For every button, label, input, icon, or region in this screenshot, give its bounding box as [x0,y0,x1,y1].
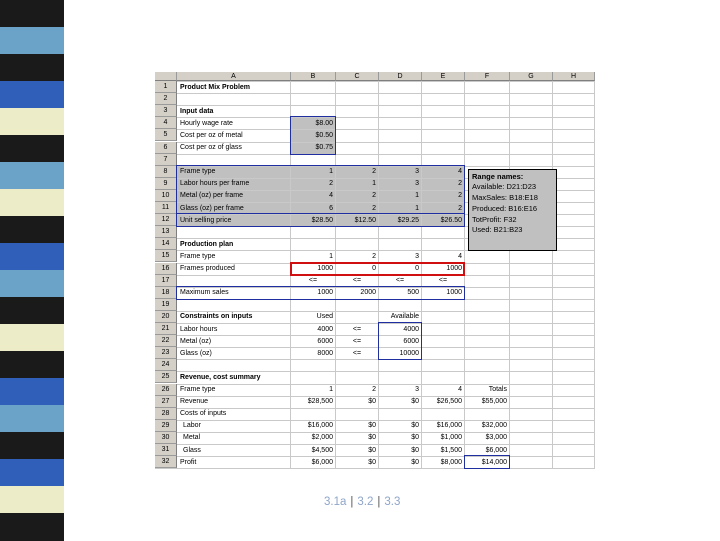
cell-c23[interactable]: <= [352,349,362,357]
row-header-13[interactable]: 13 [155,226,177,238]
row-header-22[interactable]: 22 [155,335,177,347]
select-all-corner[interactable] [155,72,177,81]
cell-a5[interactable]: Cost per oz of metal [180,131,243,139]
column-header-e[interactable]: E [422,72,465,81]
strip-block [0,324,64,352]
strip-block [0,243,64,271]
cell-b10[interactable]: 4 [329,192,333,200]
row-header-3[interactable]: 3 [155,105,177,117]
cell-e15[interactable]: 4 [458,252,462,260]
cell-a29[interactable]: Labor [183,422,201,430]
row-header-8[interactable]: 8 [155,166,177,178]
row-header-1[interactable]: 1 [155,81,177,93]
gridline [594,72,595,468]
cell-d16[interactable]: 0 [415,265,419,272]
cell-e10[interactable]: 2 [458,192,462,200]
cell-c16[interactable]: 0 [372,265,376,272]
strip-block [0,54,64,82]
cell-d15[interactable]: 3 [415,252,419,260]
row-header-27[interactable]: 27 [155,396,177,408]
row-header-5[interactable]: 5 [155,129,177,141]
cell-b22[interactable]: 6000 [317,337,333,345]
row-header-16[interactable]: 16 [155,263,177,275]
row-header-4[interactable]: 4 [155,117,177,129]
cell-d17[interactable]: <= [395,277,405,285]
cell-c8[interactable]: 2 [372,168,376,176]
cell-b15[interactable]: 1 [329,252,333,260]
cell-b27[interactable]: $28,500 [307,398,333,406]
cell-e31[interactable]: $1,500 [440,446,462,454]
cell-a22[interactable]: Metal (oz) [180,337,212,345]
cell-e8[interactable]: 4 [458,168,462,176]
cell-b12[interactable]: $28.50 [311,216,333,224]
range-name-entry: Available: D21:D23 [472,182,537,192]
nav-link-3-1a[interactable]: 3.1a [324,496,347,508]
row-header-21[interactable]: 21 [155,323,177,335]
strip-block [0,432,64,460]
cell-d18[interactable]: 500 [407,289,419,297]
cell-c26[interactable]: 2 [372,386,376,393]
row-header-7[interactable]: 7 [155,154,177,166]
cell-d20[interactable]: Available [390,313,419,321]
cell-d8[interactable]: 3 [415,168,419,176]
cell-b23[interactable]: 8000 [317,349,333,357]
strip-block [0,81,64,109]
cell-a3[interactable]: Input data [180,107,214,115]
row-header-14[interactable]: 14 [155,238,177,250]
cell-f27[interactable]: $55,000 [481,398,507,406]
row-header-24[interactable]: 24 [155,359,177,371]
row-header-26[interactable]: 26 [155,384,177,396]
range-name-entry: Used: B21:B23 [472,225,523,235]
cell-a26[interactable]: Frame type [180,386,216,393]
cell-a31[interactable]: Glass [183,446,201,454]
cell-d26[interactable]: 3 [415,386,419,393]
cell-d29[interactable]: $0 [411,422,419,430]
cell-f31[interactable]: $6,000 [485,446,507,454]
strip-block [0,297,64,325]
column-header-f[interactable]: F [465,72,510,81]
cell-b5[interactable]: $0.50 [315,131,333,139]
column-header-c[interactable]: C [336,72,379,81]
cell-a8[interactable]: Frame type [180,168,216,176]
cell-d23[interactable]: 10000 [399,349,419,357]
range-name-entry: MaxSales: B18:E18 [472,192,538,202]
strip-block [0,0,64,28]
row-header-6[interactable]: 6 [155,142,177,154]
strip-block [0,378,64,406]
cell-b17[interactable]: <= [308,277,318,285]
cell-c22[interactable]: <= [352,337,362,345]
cell-d31[interactable]: $0 [411,446,419,454]
strip-block [0,351,64,379]
cell-d10[interactable]: 1 [415,192,419,200]
cell-c12[interactable]: $12.50 [354,216,376,224]
cell-b18[interactable]: 1000 [317,289,333,297]
cell-d30[interactable]: $0 [411,434,419,442]
strip-block [0,270,64,298]
cell-d9[interactable]: 3 [415,180,419,188]
cell-a30[interactable]: Metal [183,434,201,442]
cell-a6[interactable]: Cost per oz of glass [180,144,242,151]
cell-c17[interactable]: <= [352,277,362,285]
cell-c32[interactable]: $0 [368,458,376,466]
cell-c31[interactable]: $0 [368,446,376,454]
row-header-15[interactable]: 15 [155,250,177,262]
cell-d27[interactable]: $0 [411,398,419,406]
row-header-10[interactable]: 10 [155,190,177,202]
range-names-title: Range names: [472,171,524,181]
strip-block [0,162,64,190]
cell-e30[interactable]: $1,000 [440,434,462,442]
cell-b9[interactable]: 2 [329,180,333,188]
row-header-11[interactable]: 11 [155,202,177,214]
row-header-18[interactable]: 18 [155,287,177,299]
cell-b30[interactable]: $2,000 [311,434,333,442]
cell-b26[interactable]: 1 [329,386,333,393]
row-header-29[interactable]: 29 [155,420,177,432]
range-names-box [468,169,557,252]
cell-c11[interactable]: 2 [372,204,376,212]
cell-e17[interactable]: <= [438,277,448,285]
cell-b11[interactable]: 6 [329,204,333,212]
nav-separator: | [377,496,381,508]
cell-a32[interactable]: Profit [180,458,197,466]
cell-e26[interactable]: 4 [458,386,462,393]
available-range [378,322,422,360]
cell-a4[interactable]: Hourly wage rate [180,119,233,127]
selling-price-range [176,213,465,227]
spreadsheet [155,72,595,468]
strip-block [0,189,64,217]
cell-d12[interactable]: $29.25 [397,216,419,224]
strip-block [0,486,64,514]
cell-c29[interactable]: $0 [368,422,376,430]
cell-f29[interactable]: $32,000 [481,422,507,430]
strip-block [0,405,64,433]
cell-c18[interactable]: 2000 [360,289,376,297]
strip-block [0,108,64,136]
cell-f30[interactable]: $3,000 [485,434,507,442]
cell-c10[interactable]: 2 [372,192,376,200]
cell-c9[interactable]: 1 [372,180,376,188]
cell-d32[interactable]: $0 [411,458,419,466]
strip-block [0,513,64,541]
nav-separator: | [350,496,354,508]
row-header-31[interactable]: 31 [155,444,177,456]
cell-a1[interactable]: Product Mix Problem [180,83,251,91]
row-header-19[interactable]: 19 [155,299,177,311]
cell-e18[interactable]: 1000 [446,289,462,297]
row-header-32[interactable]: 32 [155,456,177,468]
cell-b20[interactable]: Used [316,313,333,321]
cell-a15[interactable]: Frame type [180,252,216,260]
slide-navigation [324,496,400,508]
cell-e16[interactable]: 1000 [446,265,462,272]
cell-c21[interactable]: <= [352,325,362,333]
cell-b21[interactable]: 4000 [317,325,333,333]
cell-a12[interactable]: Unit selling price [180,216,232,224]
cell-a18[interactable]: Maximum sales [180,289,229,297]
strip-block [0,459,64,487]
column-header-g[interactable]: G [510,72,553,81]
cell-c15[interactable]: 2 [372,252,376,260]
cell-a11[interactable]: Glass (oz) per frame [180,204,244,212]
row-header-2[interactable]: 2 [155,93,177,105]
cell-e11[interactable]: 2 [458,204,462,212]
cell-a23[interactable]: Glass (oz) [180,349,212,357]
column-header-a[interactable]: A [177,72,291,81]
cell-a9[interactable]: Labor hours per frame [180,180,250,188]
cell-e12[interactable]: $26.50 [440,216,462,224]
cell-a10[interactable]: Metal (oz) per frame [180,192,244,200]
cell-a14[interactable]: Production plan [180,240,234,248]
row-header-9[interactable]: 9 [155,178,177,190]
nav-link-3-3[interactable]: 3.3 [384,496,401,508]
cell-e27[interactable]: $26,500 [436,398,462,406]
maximum-sales-range [176,286,465,300]
cell-b6[interactable]: $0.75 [315,144,333,151]
cell-e29[interactable]: $16,000 [436,422,462,430]
cell-a28[interactable]: Costs of inputs [180,410,227,418]
cell-a21[interactable]: Labor hours [180,325,218,333]
frames-produced-range [290,262,465,276]
column-header-b[interactable]: B [291,72,336,81]
cell-f26[interactable]: Totals [488,386,507,393]
cell-d21[interactable]: 4000 [403,325,419,333]
strip-block [0,27,64,55]
nav-link-3-2[interactable]: 3.2 [357,496,374,508]
cell-a27[interactable]: Revenue [180,398,209,406]
cell-a16[interactable]: Frames produced [180,265,235,272]
input-data-range [290,116,336,154]
cell-b29[interactable]: $16,000 [307,422,333,430]
column-header-d[interactable]: D [379,72,422,81]
cell-c30[interactable]: $0 [368,434,376,442]
gridline [552,72,553,468]
row-header-23[interactable]: 23 [155,347,177,359]
cell-d11[interactable]: 1 [415,204,419,212]
row-header-30[interactable]: 30 [155,432,177,444]
cell-a20[interactable]: Constraints on inputs [180,313,253,321]
cell-e32[interactable]: $8,000 [440,458,462,466]
strip-block [0,135,64,163]
row-header-28[interactable]: 28 [155,408,177,420]
row-header-12[interactable]: 12 [155,214,177,226]
cell-c27[interactable]: $0 [368,398,376,406]
cell-e9[interactable]: 2 [458,180,462,188]
total-profit-cell [464,455,510,469]
cell-b32[interactable]: $6,000 [311,458,333,466]
cell-b8[interactable]: 1 [329,168,333,176]
cell-b31[interactable]: $4,500 [311,446,333,454]
range-name-entry: TotProfit: F32 [472,214,517,224]
cell-f32[interactable]: $14,000 [481,458,507,466]
range-name-entry: Produced: B16:E16 [472,203,538,213]
strip-block [0,216,64,244]
gridline [509,72,510,468]
row-header-25[interactable]: 25 [155,371,177,383]
cell-b16[interactable]: 1000 [317,265,333,272]
row-header-20[interactable]: 20 [155,311,177,323]
row-header-17[interactable]: 17 [155,275,177,287]
cell-b4[interactable]: $8.00 [315,119,333,127]
cell-a25[interactable]: Revenue, cost summary [180,373,261,381]
column-header-h[interactable]: H [553,72,595,81]
decorative-color-strip [0,0,64,540]
cell-d22[interactable]: 6000 [403,337,419,345]
